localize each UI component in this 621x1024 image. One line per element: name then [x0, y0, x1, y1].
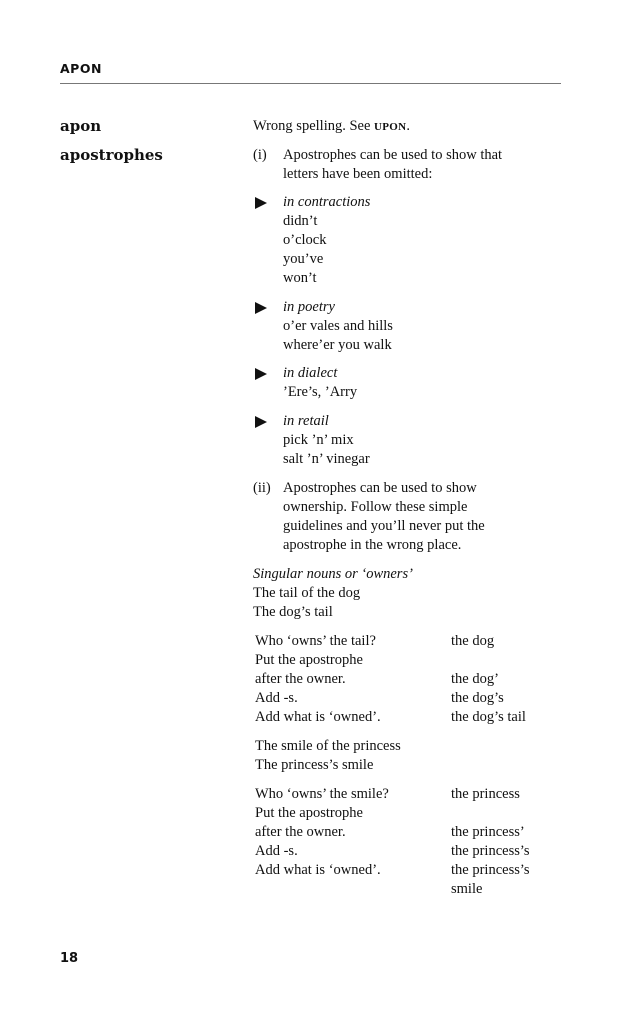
- table-cell-right: the princess’s: [451, 843, 530, 859]
- example-line: where’er you walk: [283, 337, 392, 353]
- table-cell-left: Put the apostrophe: [255, 652, 363, 668]
- table-cell-left: Who ‘owns’ the tail?: [255, 633, 376, 649]
- point-label-ii: (ii): [253, 480, 271, 496]
- crossref-upon: UPON: [374, 121, 407, 133]
- point-i-line: Apostrophes can be used to show that: [283, 147, 503, 163]
- table-cell-left: Who ‘owns’ the smile?: [255, 786, 389, 802]
- header-rule: [60, 83, 561, 84]
- example-line: The tail of the dog: [253, 585, 361, 601]
- point-ii-line: ownership. Follow these simple: [283, 499, 468, 515]
- apon-definition-end: .: [406, 118, 411, 134]
- table-cell-right: the dog: [451, 633, 495, 649]
- example-line: won’t: [283, 270, 317, 286]
- example-line: ’Ere’s, ’Arry: [283, 384, 358, 400]
- bullet-arrow-icon: [255, 368, 267, 380]
- example-line: o’clock: [283, 232, 327, 248]
- point-ii-line: Apostrophes can be used to show: [283, 480, 477, 496]
- table-cell-left: after the owner.: [255, 671, 346, 687]
- apon-definition: [253, 117, 410, 137]
- bullet-arrow-icon: [255, 302, 267, 314]
- point-ii-line: guidelines and you’ll never put the: [283, 518, 485, 534]
- bullet-arrow-icon: [255, 197, 267, 209]
- bullet-arrow-icon: [255, 416, 267, 428]
- table-cell-left: Add what is ‘owned’.: [255, 709, 381, 725]
- example-line: The dog’s tail: [253, 604, 333, 620]
- table-cell-right: smile: [451, 881, 483, 897]
- point-ii-line: apostrophe in the wrong place.: [283, 537, 462, 553]
- table-cell-right: the princess: [451, 786, 520, 802]
- headword-apon: apon: [60, 117, 102, 135]
- page-number: 18: [60, 951, 79, 966]
- apon-definition-text: Wrong spelling. See: [253, 118, 375, 134]
- running-head: APON: [60, 61, 102, 76]
- point-i-line: letters have been omitted:: [283, 166, 433, 182]
- table-cell-right: the dog’: [451, 671, 499, 687]
- table-cell-right: the dog’s tail: [451, 709, 526, 725]
- table-cell-left: Put the apostrophe: [255, 805, 363, 821]
- example-line: salt ’n’ vinegar: [283, 451, 370, 467]
- table-cell-right: the princess’s: [451, 862, 530, 878]
- example-line: didn’t: [283, 213, 318, 229]
- table-cell-right: the princess’: [451, 824, 525, 840]
- table-cell-left: after the owner.: [255, 824, 346, 840]
- subheading-retail: in retail: [283, 413, 329, 429]
- subheading-singular-nouns: Singular nouns or ‘owners’: [253, 566, 413, 582]
- table-cell-left: Add what is ‘owned’.: [255, 862, 381, 878]
- subheading-dialect: in dialect: [283, 365, 338, 381]
- example-line: The princess’s smile: [255, 757, 374, 773]
- point-label-i: (i): [253, 147, 267, 163]
- table-cell-right: the dog’s: [451, 690, 504, 706]
- subheading-poetry: in poetry: [283, 299, 335, 315]
- example-line: o’er vales and hills: [283, 318, 393, 334]
- headword-apostrophes: apostrophes: [60, 146, 163, 164]
- table-cell-left: Add -s.: [255, 843, 298, 859]
- example-line: you’ve: [283, 251, 324, 267]
- example-line: The smile of the princess: [255, 738, 401, 754]
- table-cell-left: Add -s.: [255, 690, 298, 706]
- example-line: pick ’n’ mix: [283, 432, 354, 448]
- subheading-contractions: in contractions: [283, 194, 371, 210]
